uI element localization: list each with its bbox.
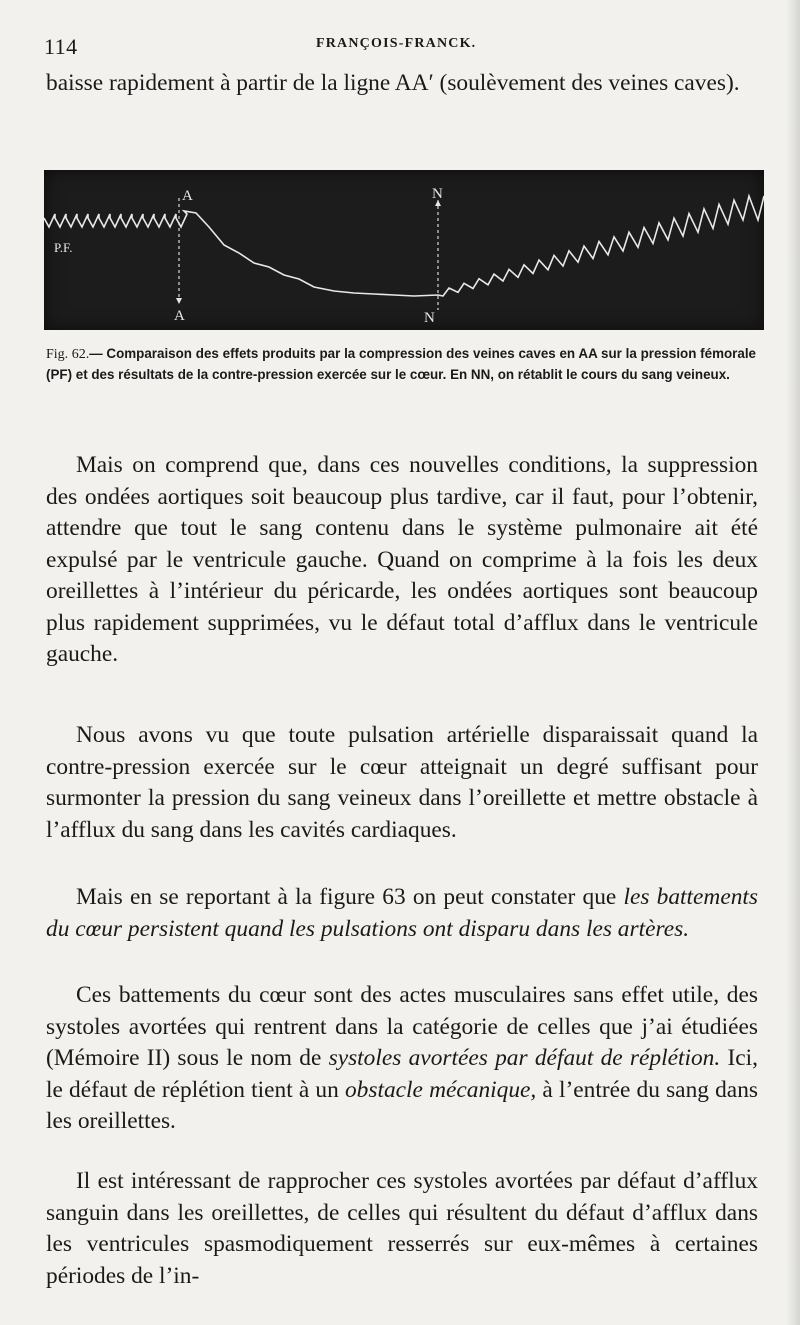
paragraph-3 [46,882,758,945]
paragraph-3-italic: les battements du cœur persistent quand les pulsations ont disparu dans les artères. [46,884,759,942]
marker-n-bottom-label: N [424,310,435,326]
paragraph-4-part2: Ici, le défaut de réplétion tient à un [46,1045,759,1103]
paragraph-top: baisse rapidement à partir de la ligne AA′ (soulèvement des veines caves). [46,70,740,96]
trace-label-pf: P.F. [54,240,73,255]
paragraph-4-part3: à l’entrée du sang dans les oreillettes. [46,1076,758,1134]
marker-a-top-label: A [182,188,193,204]
caption-figure-label: Fig. 62. [46,347,90,362]
tracing-svg [44,170,764,330]
pressure-trace [44,196,764,296]
running-head: FRANÇOIS-FRANCK. [316,36,477,51]
paragraph-1: Mais on comprend que, dans ces nouvelles conditions, la suppression des ondées aortiques soit beaucoup plus tardive, car il faut, pour l’obtenir, attendre que tout le sang contenu dans le système pulmonaire ait été expulsé par le ventricule gauche. Quand on comprime à la fois les deux oreillettes à l’intérieur du péricarde, les ondées aortiques sont beaucoup plus rapidement supprimées, vu le défaut total d’afflux dans le ventricule gauche. [46,452,758,667]
paragraph-3-lead: Mais en se reportant à la figure 63 on peut constater que [76,884,624,910]
figure-caption [46,344,756,385]
paragraph-2: Nous avons vu que toute pulsation artérielle disparaissait quand la contre-pression exercée sur le cœur atteignait un degré suffisant pour surmonter la pression du sang veineux dans l’oreillette et mettre obstacle à l’afflux du sang dans les cavités cardiaques. [46,722,758,843]
paragraph-4 [46,980,758,1138]
marker-n-top-label: N [432,186,443,202]
paragraph-5: Il est intéressant de rapprocher ces systoles avortées par défaut d’afflux sanguin dans les oreillettes, de celles qui résultent du défaut d’afflux dans les ventricules spasmodiquement resserrés sur eux-mêmes à certaines périodes de l’in- [46,1168,758,1289]
figure-62-tracing [44,170,764,330]
paragraph-4-part1: Ces battements du cœur sont des actes musculaires sans effet utile, des systoles avortées qui rentrent dans la catégorie de celles que j’ai étudiées (Mémoire II) sous le nom de [46,982,758,1071]
marker-a-arrow-icon [176,298,182,304]
paragraph-4-italic1: systoles avortées par défaut de réplétion. [328,1045,721,1071]
paragraph-4-italic2: obstacle mécanique, [344,1076,537,1103]
page-edge-shadow [786,0,800,1325]
caption-text: — Comparaison des effets produits par la compression des veines caves en AA sur la pression fémorale (PF) et des résultats de la contre-pression exercée sur le cœur. En NN, on rétablit le cours du sang veineux. [46,346,756,382]
page-number: 114 [44,34,78,59]
marker-a-bottom-label: A [174,308,185,324]
page-header [44,30,760,60]
